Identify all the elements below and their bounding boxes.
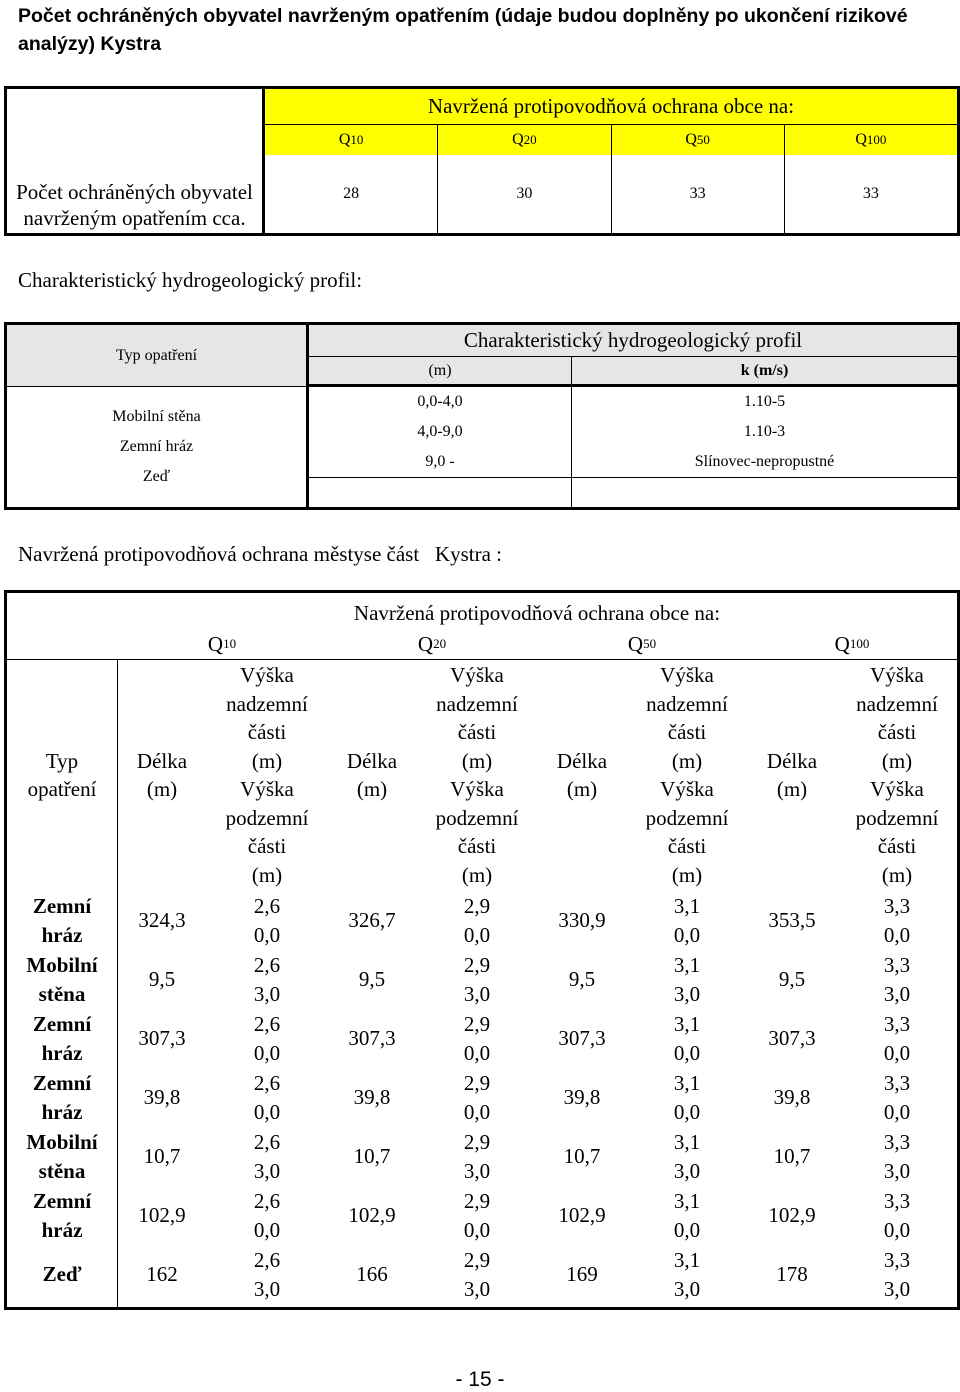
below-ground-height: 0,0 <box>463 1217 491 1242</box>
above-ground-height: 3,1 <box>673 1012 701 1036</box>
height-cell <box>627 1068 747 1127</box>
type-line: Zemní <box>32 1189 92 1213</box>
above-ground-height: 2,6 <box>253 1189 281 1213</box>
below-ground-height: 0,0 <box>673 1217 701 1242</box>
above-ground-height: 3,3 <box>883 894 911 918</box>
depth-header: (m) <box>309 357 572 384</box>
height-header-line: části <box>877 720 917 744</box>
q-letter: Q <box>417 631 434 656</box>
height-header-line: (m) <box>881 862 913 887</box>
type-header-line: Typ <box>45 748 79 773</box>
table3-header: Navržená protipovodňová ochrana obce na: <box>353 600 721 625</box>
length-cell: 169 <box>566 1262 598 1287</box>
q-label: Q 10 <box>265 125 438 155</box>
below-ground-height: 0,0 <box>463 1099 491 1124</box>
type-line: stěna <box>38 1158 86 1183</box>
height-header-line: nadzemní <box>226 691 308 716</box>
below-ground-height: 0,0 <box>253 922 281 947</box>
page-title: Počet ochráněných obyvatel navrženým opatřením (údaje budou doplněny po ukončení rizikové analýzy) Kystra <box>18 5 908 55</box>
height-header-line: (m) <box>881 748 913 773</box>
below-ground-height: 0,0 <box>883 1099 911 1124</box>
length-cell: 162 <box>146 1262 178 1287</box>
type-cell <box>7 1245 117 1304</box>
above-ground-height: 3,1 <box>673 894 701 918</box>
height-header-line: Výška <box>450 663 504 687</box>
height-cell <box>417 1009 537 1068</box>
length-header-line: (m) <box>566 777 598 801</box>
height-header <box>837 660 957 890</box>
section-title: Charakteristický hydrogeologický profil: <box>18 268 363 292</box>
height-cell <box>837 1009 957 1068</box>
length-header-line: Délka <box>346 748 398 773</box>
height-header-line: Výška <box>870 663 924 687</box>
height-cell <box>417 950 537 1009</box>
length-header-line: Délka <box>556 748 608 773</box>
height-header-line: nadzemní <box>436 691 518 716</box>
length-cell: 10,7 <box>773 1144 811 1169</box>
below-ground-height: 3,0 <box>463 1158 491 1183</box>
height-header-line: podzemní <box>435 805 519 830</box>
type-line: hráz <box>41 1217 83 1242</box>
length-header-line: (m) <box>776 777 808 801</box>
height-header-line: části <box>457 834 497 858</box>
above-ground-height: 2,6 <box>253 1248 281 1272</box>
height-header-line: nadzemní <box>856 691 938 716</box>
q-letter: Q <box>207 631 224 656</box>
length-cell: 102,9 <box>138 1203 186 1228</box>
k-header: k (m/s) <box>740 361 789 379</box>
length-cell: 39,8 <box>563 1085 601 1110</box>
length-cell: 307,3 <box>558 1026 606 1051</box>
above-ground-height: 2,9 <box>463 1012 491 1036</box>
height-cell <box>837 1186 957 1245</box>
below-ground-height: 3,0 <box>673 1158 701 1183</box>
height-header <box>207 660 327 890</box>
below-ground-height: 0,0 <box>253 1040 281 1065</box>
height-header-line: části <box>247 720 287 744</box>
length-cell: 9,5 <box>358 967 386 992</box>
height-header-line: Výška <box>870 777 924 801</box>
length-cell: 307,3 <box>348 1026 396 1051</box>
above-ground-height: 2,6 <box>253 894 281 918</box>
length-header <box>747 660 837 890</box>
below-ground-height: 0,0 <box>673 1099 701 1124</box>
above-ground-height: 3,1 <box>673 1248 701 1272</box>
height-header-line: Výška <box>660 777 714 801</box>
below-ground-height: 3,0 <box>673 1276 701 1301</box>
q-subscript: 100 <box>849 635 870 651</box>
below-ground-height: 3,0 <box>883 1276 911 1301</box>
height-cell <box>207 891 327 950</box>
above-ground-height: 2,6 <box>253 1130 281 1154</box>
length-cell: 353,5 <box>768 908 816 933</box>
length-header-line: (m) <box>356 777 388 801</box>
height-header-line: Výška <box>240 777 294 801</box>
above-ground-height: 2,9 <box>463 1189 491 1213</box>
below-ground-height: 0,0 <box>673 922 701 947</box>
height-header-line: Výška <box>240 663 294 687</box>
height-header-line: (m) <box>251 748 283 773</box>
depth-cell: 0,0-4,0 <box>309 387 572 417</box>
height-header-line: části <box>667 720 707 744</box>
table-row-empty <box>309 478 957 507</box>
below-ground-height: 0,0 <box>253 1099 281 1124</box>
depth-cell: 9,0 - <box>309 447 572 477</box>
above-ground-height: 2,6 <box>253 1071 281 1095</box>
above-ground-height: 2,6 <box>253 1012 281 1036</box>
below-ground-height: 0,0 <box>463 922 491 947</box>
profile-subheader <box>309 357 957 387</box>
length-header-line: Délka <box>766 748 818 773</box>
above-ground-height: 3,3 <box>883 1189 911 1213</box>
above-ground-height: 2,9 <box>463 1248 491 1272</box>
height-cell <box>417 1245 537 1304</box>
type-cell <box>7 891 117 950</box>
length-cell: 102,9 <box>768 1203 816 1228</box>
length-header <box>537 660 627 890</box>
length-cell: 39,8 <box>143 1085 181 1110</box>
type-cell <box>7 1009 117 1068</box>
q-label <box>117 629 327 659</box>
type-header <box>7 660 117 890</box>
length-cell: 307,3 <box>138 1026 186 1051</box>
depth-cell: 4,0-9,0 <box>309 417 572 447</box>
above-ground-height: 3,1 <box>673 953 701 977</box>
height-cell <box>627 1245 747 1304</box>
height-header-line: (m) <box>251 862 283 887</box>
below-ground-height: 3,0 <box>253 1276 281 1301</box>
below-ground-height: 0,0 <box>883 1040 911 1065</box>
below-ground-height: 0,0 <box>253 1217 281 1242</box>
height-header-line: části <box>667 834 707 858</box>
height-header-line: (m) <box>461 862 493 887</box>
table1-values-row <box>265 155 957 233</box>
above-ground-height: 2,9 <box>463 953 491 977</box>
height-cell <box>417 1127 537 1186</box>
empty-cell <box>309 478 572 507</box>
row-label: Počet ochráněných obyvatel navrženým opatřením cca. <box>7 89 265 233</box>
type-cell <box>7 1068 117 1127</box>
height-cell <box>837 891 957 950</box>
type-line: Mobilní <box>26 1130 98 1154</box>
q-subscript: 50 <box>643 635 657 651</box>
above-ground-height: 2,9 <box>463 894 491 918</box>
below-ground-height: 0,0 <box>883 922 911 947</box>
value-cell: 30 <box>438 155 611 233</box>
height-cell <box>837 1245 957 1304</box>
length-header-line: Délka <box>136 748 188 773</box>
length-cell: 9,5 <box>148 967 176 992</box>
height-cell <box>837 950 957 1009</box>
below-ground-height: 0,0 <box>883 1217 911 1242</box>
length-cell: 307,3 <box>768 1026 816 1051</box>
height-cell <box>417 1068 537 1127</box>
hydrogeological-profile-table <box>4 322 960 510</box>
below-ground-height: 3,0 <box>463 1276 491 1301</box>
type-line: hráz <box>41 1099 83 1124</box>
below-ground-height: 3,0 <box>463 981 491 1006</box>
empty-cell <box>572 478 957 507</box>
above-ground-height: 3,3 <box>883 1012 911 1036</box>
below-ground-height: 0,0 <box>673 1040 701 1065</box>
below-ground-height: 3,0 <box>673 981 701 1006</box>
value-cell: 33 <box>612 155 785 233</box>
length-cell: 102,9 <box>348 1203 396 1228</box>
above-ground-height: 3,3 <box>883 1130 911 1154</box>
type-item: Zeď <box>142 468 171 485</box>
height-cell <box>627 891 747 950</box>
height-cell <box>627 1127 747 1186</box>
type-cell <box>7 950 117 1009</box>
type-header-line: opatření <box>27 777 97 801</box>
profile-rows <box>309 387 957 507</box>
flood-protection-table <box>4 590 960 1310</box>
table1-header-text: Navržená protipovodňová ochrana obce na: <box>427 94 795 118</box>
height-header-line: (m) <box>461 748 493 773</box>
length-cell: 10,7 <box>143 1144 181 1169</box>
q-subscript: 20 <box>433 635 447 651</box>
table-row <box>309 447 957 478</box>
type-line: Zemní <box>32 1012 92 1036</box>
length-cell: 10,7 <box>353 1144 391 1169</box>
type-line: hráz <box>41 922 83 947</box>
protected-residents-table <box>4 86 960 236</box>
table1-q-row <box>265 125 957 155</box>
below-ground-height: 0,0 <box>463 1040 491 1065</box>
above-ground-height: 3,3 <box>883 953 911 977</box>
height-header-line: části <box>247 834 287 858</box>
above-ground-height: 3,1 <box>673 1130 701 1154</box>
height-cell <box>417 1186 537 1245</box>
height-cell <box>207 1068 327 1127</box>
k-cell: 1.10-5 <box>743 393 786 410</box>
page-number: - 15 - <box>455 1368 505 1391</box>
below-ground-height: 3,0 <box>883 1158 911 1183</box>
type-line: hráz <box>41 1040 83 1065</box>
height-cell <box>207 1127 327 1186</box>
height-cell <box>207 1009 327 1068</box>
q-label: Q 100 <box>855 131 887 148</box>
type-line: stěna <box>38 981 86 1006</box>
below-ground-height: 3,0 <box>253 1158 281 1183</box>
height-header-line: podzemní <box>855 805 939 830</box>
length-header <box>327 660 417 890</box>
section-title: Navržená protipovodňová ochrana městyse část Kystra : <box>18 542 503 566</box>
length-header <box>117 660 207 890</box>
above-ground-height: 2,9 <box>463 1071 491 1095</box>
below-ground-height: 3,0 <box>253 981 281 1006</box>
height-header-line: podzemní <box>225 805 309 830</box>
table-row <box>309 387 957 417</box>
height-header-line: (m) <box>671 748 703 773</box>
type-header: Typ opatření <box>7 325 309 387</box>
above-ground-height: 3,1 <box>673 1189 701 1213</box>
length-cell: 326,7 <box>348 908 396 933</box>
type-list <box>7 387 309 507</box>
q-subscript: 10 <box>223 635 237 651</box>
k-cell: 1.10-3 <box>743 423 786 440</box>
q-label <box>327 629 537 659</box>
length-cell: 102,9 <box>558 1203 606 1228</box>
length-header-line: (m) <box>146 777 178 801</box>
type-line: Zemní <box>32 894 92 918</box>
q-letter: Q <box>627 631 644 656</box>
length-cell: 324,3 <box>138 908 186 933</box>
height-cell <box>207 1186 327 1245</box>
height-header-line: podzemní <box>645 805 729 830</box>
value-cell: 33 <box>862 185 879 202</box>
height-header-line: nadzemní <box>646 691 728 716</box>
height-header-line: Výška <box>450 777 504 801</box>
k-cell: Slínovec-nepropustné <box>694 453 835 470</box>
type-line: Zeď <box>42 1262 82 1287</box>
length-cell: 166 <box>356 1262 388 1287</box>
q-label: Q 50 <box>612 125 785 155</box>
q-label: Q 20 <box>438 125 611 155</box>
table1-header <box>265 89 957 125</box>
height-cell <box>207 950 327 1009</box>
q-letter: Q <box>834 631 850 656</box>
height-header <box>417 660 537 890</box>
length-cell: 9,5 <box>568 967 596 992</box>
profile-header: Charakteristický hydrogeologický profil <box>309 325 957 357</box>
q-label <box>747 629 957 659</box>
length-cell: 330,9 <box>558 908 606 933</box>
height-header-line: (m) <box>671 862 703 887</box>
q-label <box>537 629 747 659</box>
height-cell <box>627 1186 747 1245</box>
length-cell: 39,8 <box>773 1085 811 1110</box>
type-cell <box>7 1186 117 1245</box>
value-cell: 28 <box>265 155 438 233</box>
height-cell <box>207 1245 327 1304</box>
height-cell <box>417 891 537 950</box>
length-cell: 9,5 <box>778 967 806 992</box>
below-ground-height: 3,0 <box>883 981 911 1006</box>
height-header-line: části <box>877 834 917 858</box>
height-cell <box>627 1009 747 1068</box>
height-header-line: části <box>457 720 497 744</box>
above-ground-height: 2,9 <box>463 1130 491 1154</box>
table-row <box>309 417 957 447</box>
type-line: Zemní <box>32 1071 92 1095</box>
type-item: Zemní hráz <box>119 438 194 455</box>
above-ground-height: 3,3 <box>883 1248 911 1272</box>
type-cell <box>7 1127 117 1186</box>
height-cell <box>627 950 747 1009</box>
height-header <box>627 660 747 890</box>
above-ground-height: 3,3 <box>883 1071 911 1095</box>
above-ground-height: 3,1 <box>673 1071 701 1095</box>
length-cell: 178 <box>776 1262 808 1287</box>
above-ground-height: 2,6 <box>253 953 281 977</box>
length-cell: 10,7 <box>563 1144 601 1169</box>
height-cell <box>837 1068 957 1127</box>
type-line: Mobilní <box>26 953 98 977</box>
height-cell <box>837 1127 957 1186</box>
height-header-line: Výška <box>660 663 714 687</box>
length-cell: 39,8 <box>353 1085 391 1110</box>
type-item: Mobilní stěna <box>112 408 201 425</box>
